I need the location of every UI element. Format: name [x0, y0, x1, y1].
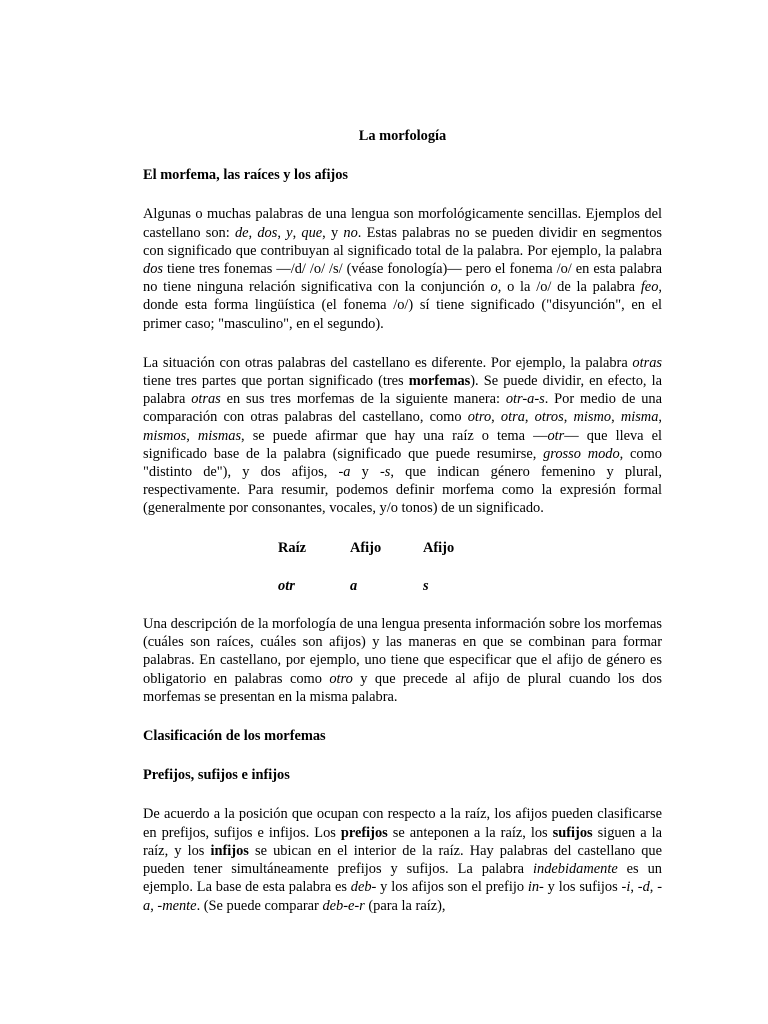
italic-term: otras — [632, 354, 662, 371]
italic-term: otr-a-s — [505, 391, 545, 408]
italic-term: indebidamente — [533, 861, 618, 878]
page-title: La morfología — [358, 128, 447, 144]
italic-term: otro — [467, 409, 492, 426]
italic-term: dos — [257, 224, 278, 241]
paragraph-1: Algunas o muchas palabras de una lengua son morfológicamente sencillas. Ejemplos del castellano son: de, dos, y, que, y no. Estas palabras no se pueden dividir en segmentos con significado que contribuyan al significado total de la palabra. Por ejemplo, la palabra dos tiene tres fonemas —/d/ /o/ /s/ (véase fonología)— pero el fonema /o/ en esta palabra no tiene ninguna relación significativa con la conjunción o, o la /o/ de la palabra feo, donde esta forma lingüística (el fonema /o/) sí tiene significado ("disyunción", en el primer caso; "masculino", en el segundo). — [143, 206, 663, 332]
italic-term: mismas — [197, 427, 242, 444]
italic-term: otr — [547, 427, 565, 444]
italic-term: de — [234, 224, 249, 241]
italic-term: deb-e-r — [322, 897, 365, 914]
italic-term: y — [286, 224, 293, 241]
italic-term: -s — [380, 464, 391, 481]
bold-term: sufijos — [552, 824, 593, 841]
italic-term: in- — [527, 879, 544, 896]
italic-term: grosso modo — [543, 445, 620, 462]
document-body — [143, 127, 662, 936]
paragraph-4: De acuerdo a la posición que ocupan con respecto a la raíz, los afijos pueden clasificarse en prefijos, sufijos e infijos. Los prefijos se anteponen a la raíz, los sufijos siguen a la raíz, y los infijos se ubican en el interior de la raíz. Hay palabras del castellano que pueden tener simultáneamente prefijos y sufijos. La palabra indebidamente es un ejemplo. La base de esta palabra es deb- y los afijos son el prefijo in- y los sufijos -i, -d, -a, -mente. (Se puede comparar deb-e-r (para la raíz), — [143, 806, 663, 914]
section-heading-morfema: El morfema, las raíces y los afijos — [143, 167, 349, 184]
bold-term: infijos — [210, 842, 249, 859]
italic-term: mismo — [573, 409, 612, 426]
paragraph-2: La situación con otras palabras del castellano es diferente. Por ejemplo, la palabra otras tiene tres partes que portan significado (tres morfemas). Se puede dividir, en efecto, la palabra otras en sus tres morfemas de la siguiente manera: otr-a-s. Por medio de una comparación con otras palabras del castellano, como otro, otra, otros, mismo, misma, mismos, mismas, se puede afirmar que hay una raíz o tema —otr— que lleva el significado base de la palabra (significado que puede resumirse, grosso modo, como "distinto de"), y dos afijos, -a y -s, que indican género femenino y plural, respectivamente. Para resumir, podemos definir morfema como la expresión formal (generalmente por consonantes, vocales, y/o tonos) de un significado. — [143, 354, 663, 517]
italic-term: feo — [640, 279, 659, 296]
bold-term: prefijos — [340, 824, 388, 841]
morpheme-table — [278, 539, 483, 615]
italic-term: dos — [143, 261, 163, 278]
header-afijo-2: Afijo — [423, 539, 455, 556]
section-heading-clasificacion: Clasificación de los morfemas — [143, 728, 326, 745]
italic-term: otra — [500, 409, 525, 426]
italic-term: otras — [191, 391, 221, 408]
italic-term: -a — [338, 464, 351, 481]
italic-term: otro — [329, 670, 353, 687]
cell-affix-1: a — [350, 577, 358, 594]
section-heading-prefijos: Prefijos, sufijos e infijos — [143, 767, 290, 784]
italic-term: -a — [143, 879, 663, 914]
header-afijo-1: Afijo — [350, 539, 382, 556]
italic-term: no — [343, 224, 358, 241]
italic-term: misma — [620, 409, 659, 426]
paragraph-3: Una descripción de la morfología de una lengua presenta información sobre los morfemas (cuáles son raíces, cuáles son afijos) y las maneras en que se combinan para formar palabras. En castellano, por ejemplo, uno tiene que especificar que el afijo de género es obligatorio en palabras como otro y que precede al afijo de plural cuando los dos morfemas se presentan en la misma palabra. — [143, 616, 662, 705]
italic-term: mismos — [143, 427, 187, 444]
italic-term: otros — [534, 409, 564, 426]
italic-term: -mente — [157, 897, 197, 914]
morpheme-table-header — [278, 539, 483, 577]
bold-term: morfemas — [408, 373, 471, 390]
header-raiz: Raíz — [278, 539, 306, 556]
italic-term: -d — [637, 879, 650, 896]
italic-term: deb- — [350, 879, 377, 896]
italic-term: que — [301, 224, 323, 241]
italic-term: o — [490, 279, 498, 296]
italic-term: -i — [621, 879, 631, 896]
morpheme-table-row — [278, 577, 483, 615]
cell-affix-2: s — [423, 577, 429, 594]
cell-root: otr — [278, 577, 295, 594]
